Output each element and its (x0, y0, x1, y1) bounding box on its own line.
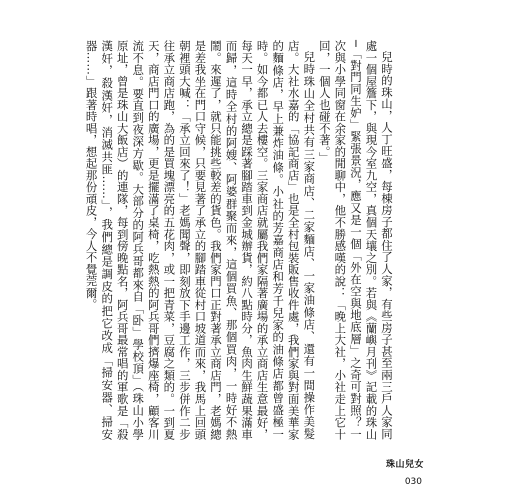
body-text (84, 40, 394, 440)
page-number: 030 (404, 477, 422, 487)
running-title: 珠山兒女 (385, 460, 424, 470)
paragraph: 兒時珠山全村共有三家商店、二家麵店、一家油條店、還有一間操作美髮店。大社水嘉的「協記商店」也是全村包裝販售收件處，我們家與對面美華家的麵條店，早上兼炸油條。小社的芳嘉商店和芳千兒家的油條店都曾盛極一時。如今都已人去樓空。三家商店就屬我們家隔著廣場的承立商店生意最好，每天一早，承立總是踩著腳踏車到金城辦貨，約八點時分，魚肉生鮮蔬果滿車而歸，這時全村的阿嫂、阿婆群聚而來，這個買魚、那個買肉，一時好不熱鬧。來遲了，就只能挑些較差的貨色。我們家門口正對著承立商店門，老媽總是差我坐在門口守候，只要見著了承立的腳踏車從村口坡道而來，我馬上回頭朝裡頭大喊：「承立回來了！」老媽聞聲，即刻放下手邊工作，三步併作二步往承立商店跑，為的是買塊漂亮的五花肉，或一把青菜，豆腐之類的。一到夏天，商店門口的廣場，更是擺滿了桌椅，吃熱熱的阿兵哥們擠爆座椅，顧客川流不息。要直到夜深方歇。大部分的阿兵哥都來自「卧」學校頂」（珠山小學原址，曾是珠山大飯店）的連隊，每到傍晚點名，阿兵哥最常唱的軍歌是「殺漢奸，殺漢奸，消滅共匪……」，我們總是調皮的把它改成「掃安器、掃安器……」跟著時唱，想起那份頑皮，今人不覺莞爾。 (84, 40, 317, 440)
paragraph: 兒時的珠山，人丁旺盛，每棟房子都住了人家，有些房子甚至兩三戶人家同處一個屋簷下，與現今室九空，真個天壤之別。若與《蘭嶼月刊》記載的珠山─「對門同生妒」緊張景況，應又是一個「外在空與地底層」之奇可對照？一次與小學同窗在余家的閒聊中，他不勝感嘆的說：「晚上大社，小社走上它十回，一個人也碰不著。」 (317, 40, 394, 440)
